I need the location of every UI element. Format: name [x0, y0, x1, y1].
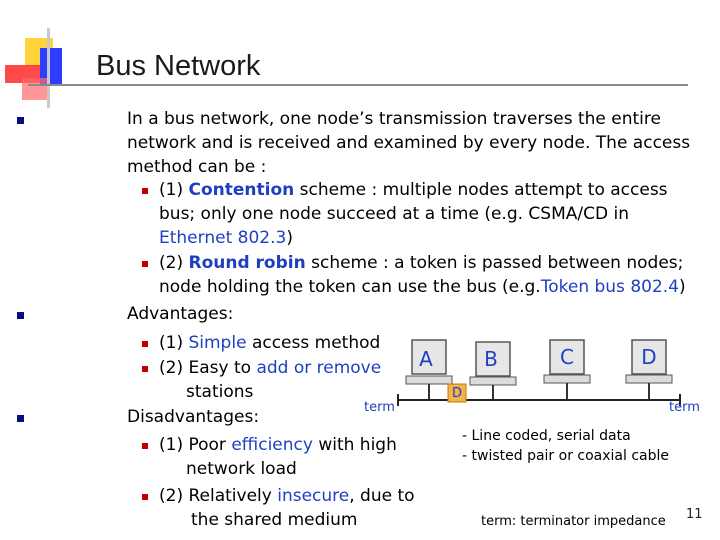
bus-diagram: [340, 330, 720, 420]
disadvantage-2: (2) Relatively insecure, due to the shared medium: [159, 486, 415, 530]
sub-bullet-icon: [142, 366, 148, 372]
note-line-coded: - Line coded, serial data: [462, 428, 631, 444]
node-label-a: A: [419, 347, 433, 371]
sub-bullet-icon: [142, 443, 148, 449]
packet-label: D: [451, 386, 462, 401]
sub-bullet-icon: [142, 188, 148, 194]
sub-bullet-icon: [142, 494, 148, 500]
title-underline: [28, 84, 688, 86]
terminator-left-label: term: [364, 400, 395, 415]
page-title: Bus Network: [96, 50, 261, 82]
sub-bullet-icon: [142, 261, 148, 267]
note-cable: - twisted pair or coaxial cable: [462, 448, 669, 464]
bullet-icon: [17, 415, 24, 422]
advantage-1: (1) Simple access method: [159, 333, 381, 353]
node-label-d: D: [641, 345, 657, 369]
disadvantage-1: (1) Poor efficiency with high network load: [159, 435, 397, 479]
bullet-icon: [17, 312, 24, 319]
terminator-footnote: term: terminator impedance: [481, 514, 666, 529]
page-number: 11: [686, 507, 703, 522]
bullet-icon: [17, 117, 24, 124]
round-robin-item: (2) Round robin scheme : a token is passed between nodes; node holding the token can use the bus (e.g.Token bus 802.4): [159, 253, 686, 297]
advantages-heading: Advantages:: [127, 304, 234, 324]
logo-vertical-line: [47, 28, 50, 108]
contention-item: (1) Contention scheme : multiple nodes attempt to access bus; only one node succeed at a time (e.g. CSMA/CD in Ethernet 802.3): [159, 180, 668, 248]
intro-text: In a bus network, one node’s transmission traverses the entire network and is received and examined by every node. The access method can be :: [127, 109, 691, 177]
sub-bullet-icon: [142, 341, 148, 347]
logo-block-pink: [22, 78, 48, 100]
terminator-right-label: term: [669, 400, 700, 415]
node-label-c: C: [560, 345, 574, 369]
advantage-2: (2) Easy to add or remove stations: [159, 358, 382, 402]
disadvantages-heading: Disadvantages:: [127, 407, 260, 427]
node-label-b: B: [484, 347, 498, 371]
